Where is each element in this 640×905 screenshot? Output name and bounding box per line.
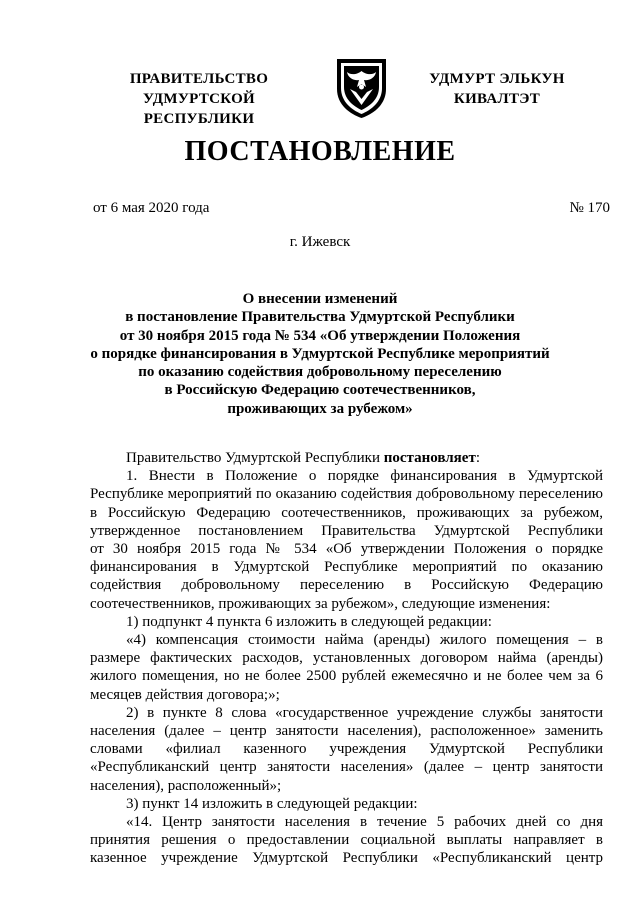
body-line: 1) подпункт 4 пункта 6 изложить в следующей редакции:	[126, 613, 492, 630]
document-city: г. Ижевск	[289, 234, 351, 250]
body-line: словами «филиал казенного учреждения Удмуртской Республики	[90, 741, 603, 758]
body-line: «14. Центр занятости населения в течение 5 рабочих дней со дня	[126, 814, 603, 831]
government-name-russian	[86, 69, 312, 129]
subject-line: О внесении изменений	[242, 291, 398, 307]
subject-line: по оказанию содействия добровольному переселению	[138, 364, 502, 381]
intro-end: :	[475, 450, 480, 466]
coat-of-arms-icon	[333, 57, 390, 119]
header-left-line1: ПРАВИТЕЛЬСТВО	[129, 71, 269, 87]
intro-text: Правительство Удмуртской Республики	[126, 450, 384, 466]
subject-line: в постановление Правительства Удмуртской Республики	[125, 309, 515, 326]
government-name-udmurt	[422, 69, 572, 109]
header-right-line2: КИВАЛТЭТ	[453, 91, 541, 107]
body-line: в Российскую Федерацию соотечественников, проживающих за рубежом,	[90, 504, 603, 521]
body-line: Республике мероприятий по оказанию содействия добровольному переселению	[90, 486, 603, 503]
subject-line: о порядке финансирования в Удмуртской Республике мероприятий	[90, 345, 550, 362]
document-number: № 170	[569, 200, 610, 216]
subject-line: от 30 ноября 2015 года № 534 «Об утверждении Положения	[119, 327, 521, 344]
body-line: населения), расположенный»;	[90, 777, 282, 794]
body-line: жилого помещения, но не более 2500 рублей ежемесячно и не более чем за 6	[90, 668, 603, 685]
body-line: «4) компенсация стоимости найма (аренды) жилого помещения – в	[126, 632, 603, 649]
header-right-line1: УДМУРТ ЭЛЬКУН	[429, 71, 565, 87]
body-line: 2) в пункте 8 слова «государственное учреждение службы занятости	[126, 704, 603, 721]
body-line: соотечественников, проживающих за рубежом», следующие изменения:	[90, 595, 551, 612]
body-line: 1. Внести в Положение о порядке финансирования в Удмуртской	[126, 468, 603, 485]
body-line: казенное учреждение Удмуртской Республики «Республиканский центр	[90, 850, 603, 867]
subject-line: проживающих за рубежом»	[227, 400, 413, 417]
document-title: ПОСТАНОВЛЕНИЕ	[184, 136, 456, 167]
body-line: финансирования в Удмуртской Республике мероприятий по оказанию	[90, 559, 603, 576]
header-left-line2: УДМУРТСКОЙ РЕСПУБЛИКИ	[143, 91, 255, 127]
subject-line: в Российскую Федерацию соотечественников,	[164, 382, 476, 399]
document-subject	[40, 290, 600, 418]
body-line: «Республиканский центр занятости населения» (далее – центр занятости	[90, 759, 603, 776]
document-body	[90, 449, 603, 868]
body-line: 3) пункт 14 изложить в следующей редакции:	[126, 795, 418, 812]
body-line: содействия добровольному переселению в Российскую Федерацию	[90, 577, 603, 594]
intro-keyword: постановляет	[383, 450, 476, 466]
body-line: месяцев действия договора;»;	[90, 686, 280, 703]
body-line: размере фактических расходов, установленных договором найма (аренды)	[90, 650, 603, 667]
document-date: от 6 мая 2020 года	[93, 200, 210, 216]
body-intro	[90, 449, 603, 467]
body-line: утвержденное постановлением Правительства Удмуртской Республики	[90, 522, 603, 539]
body-line: принятия решения о предоставлении социальной выплаты направляет в	[90, 832, 603, 849]
body-line: населения (далее – центр занятости населения), расположенное» заменить	[90, 723, 603, 740]
body-line: от 30 ноября 2015 года № 534 «Об утверждении Положения о порядке	[90, 541, 603, 558]
